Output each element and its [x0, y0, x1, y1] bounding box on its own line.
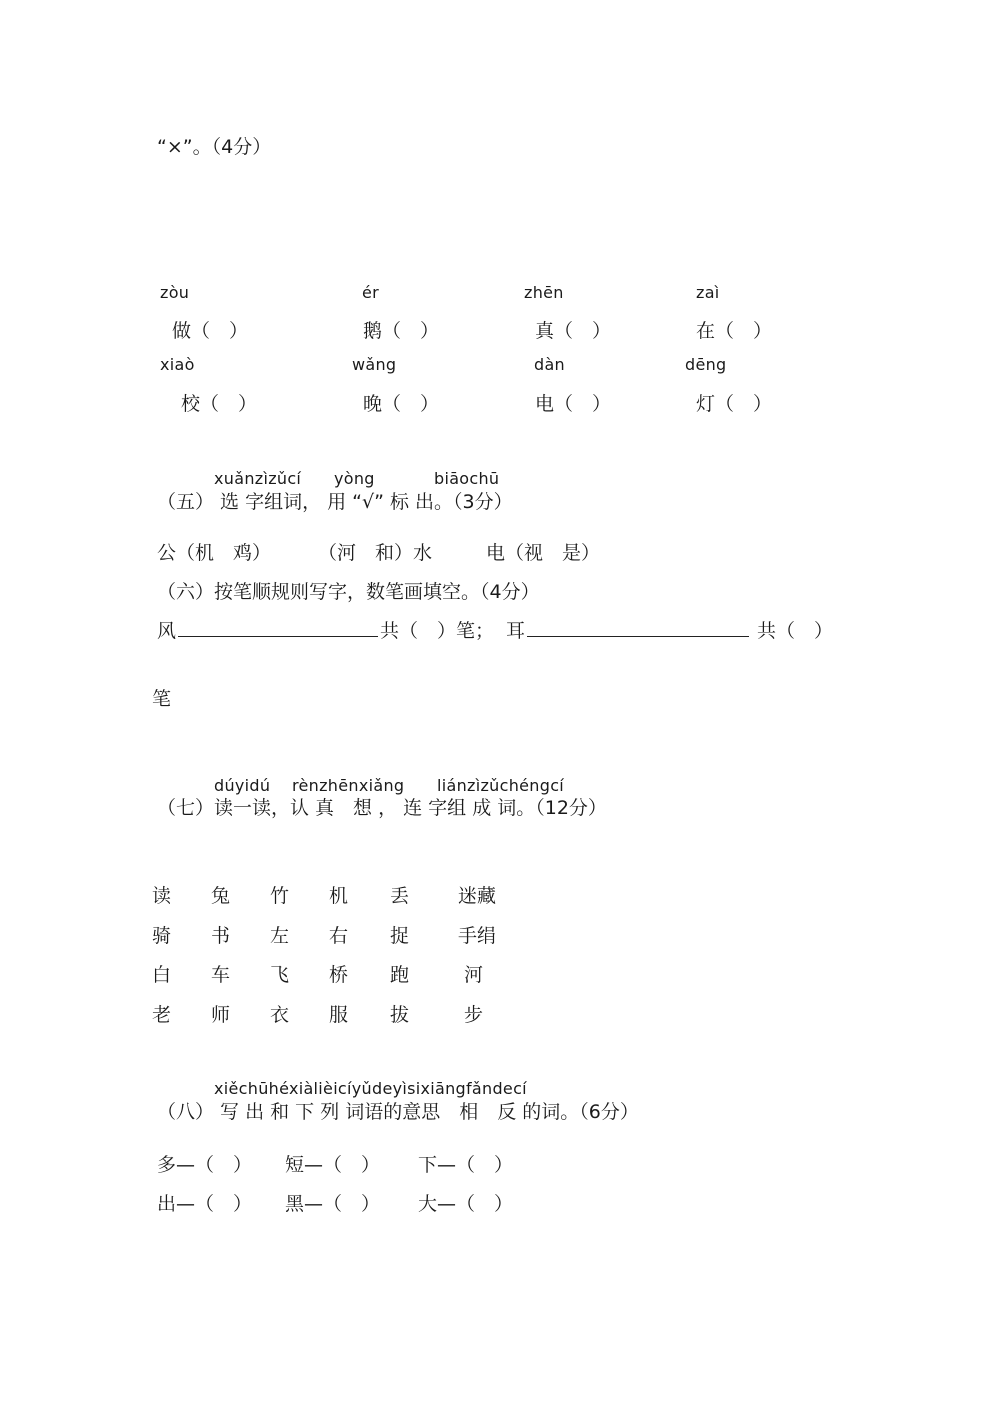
grid-char: 机 [329, 885, 349, 907]
antonym-item: 短—（ ） [285, 1154, 381, 1176]
pinyin: dēng [685, 355, 727, 374]
char-blank: 鹅（ ） [363, 320, 440, 342]
pinyin: zhēn [524, 283, 564, 302]
pinyin: dàn [534, 355, 566, 374]
section-pinyin: liánzìzǔchéngcí [437, 776, 565, 795]
pinyin: zòu [160, 283, 190, 302]
grid-char: 拔 [390, 1004, 410, 1026]
answer-line[interactable] [527, 636, 749, 637]
char-blank: 晚（ ） [363, 393, 440, 415]
section-pinyin: yòng [334, 469, 375, 488]
grid-char: 衣 [270, 1004, 290, 1026]
section-title: （六）按笔顺规则写字，数笔画填空。（4分） [157, 581, 540, 603]
char-blank: 在（ ） [696, 320, 773, 342]
grid-char: 师 [211, 1004, 231, 1026]
char-blank: 做（ ） [172, 320, 249, 342]
grid-char: 骑 [152, 925, 172, 947]
grid-char: 右 [329, 925, 349, 947]
grid-char: 老 [152, 1004, 172, 1026]
pinyin: wǎng [352, 355, 397, 374]
grid-char: 飞 [270, 964, 290, 986]
grid-char: 左 [270, 925, 290, 947]
grid-char: 捉 [390, 925, 410, 947]
stroke-char: 风 [157, 620, 177, 642]
grid-char: 步 [464, 1004, 484, 1026]
grid-char: 书 [211, 925, 231, 947]
antonym-item: 多—（ ） [157, 1154, 253, 1176]
grid-char: 读 [152, 885, 172, 907]
char-blank: 校（ ） [181, 393, 258, 415]
grid-char: 迷藏 [458, 885, 497, 907]
grid-char: 河 [464, 964, 484, 986]
stroke-count: 共（ ） [757, 620, 834, 642]
section-title: （七）读一读，认 真 想 ， 连 字组 成 词。（12分） [157, 797, 607, 819]
grid-char: 兔 [211, 885, 231, 907]
section-title: （五） 选 字组词， 用 “√” 标 出。（3分） [157, 491, 513, 513]
section-pinyin: rènzhēnxiǎng [292, 776, 405, 795]
antonym-item: 大—（ ） [418, 1193, 514, 1215]
char-blank: 电（ ） [535, 393, 612, 415]
choice-item: 公（机 鸡） [157, 542, 272, 564]
grid-char: 手绢 [458, 925, 497, 947]
pinyin: ér [362, 283, 380, 302]
wrap-text: 笔 [152, 688, 172, 710]
grid-char: 竹 [270, 885, 290, 907]
antonym-item: 出—（ ） [157, 1193, 253, 1215]
antonym-item: 黑—（ ） [285, 1193, 381, 1215]
section-pinyin: xuǎnzìzǔcí [214, 469, 302, 488]
pinyin: zaì [696, 283, 720, 302]
section-pinyin: dúyidú [214, 776, 271, 795]
choice-item: 电（视 是） [486, 542, 601, 564]
char-blank: 真（ ） [535, 320, 612, 342]
answer-line[interactable] [178, 636, 378, 637]
grid-char: 跑 [390, 964, 410, 986]
pinyin: xiaò [160, 355, 195, 374]
grid-char: 白 [152, 964, 172, 986]
grid-char: 车 [211, 964, 231, 986]
section-title: （八） 写 出 和 下 列 词语的意思 相 反 的词。（6分） [157, 1101, 639, 1123]
choice-item: （河 和）水 [318, 542, 433, 564]
char-blank: 灯（ ） [696, 393, 773, 415]
section-pinyin: biāochū [434, 469, 500, 488]
antonym-item: 下—（ ） [418, 1154, 514, 1176]
section-pinyin: xiěchūhéxiàlièicíyǔdeyìsixiāngfǎndecí [214, 1079, 527, 1098]
grid-char: 丢 [390, 885, 410, 907]
grid-char: 服 [329, 1004, 349, 1026]
stroke-char: 耳 [506, 620, 526, 642]
grid-char: 桥 [329, 964, 349, 986]
intro-text: “×”。（4分） [157, 136, 272, 158]
stroke-count: 共（ ）笔； [380, 620, 495, 642]
